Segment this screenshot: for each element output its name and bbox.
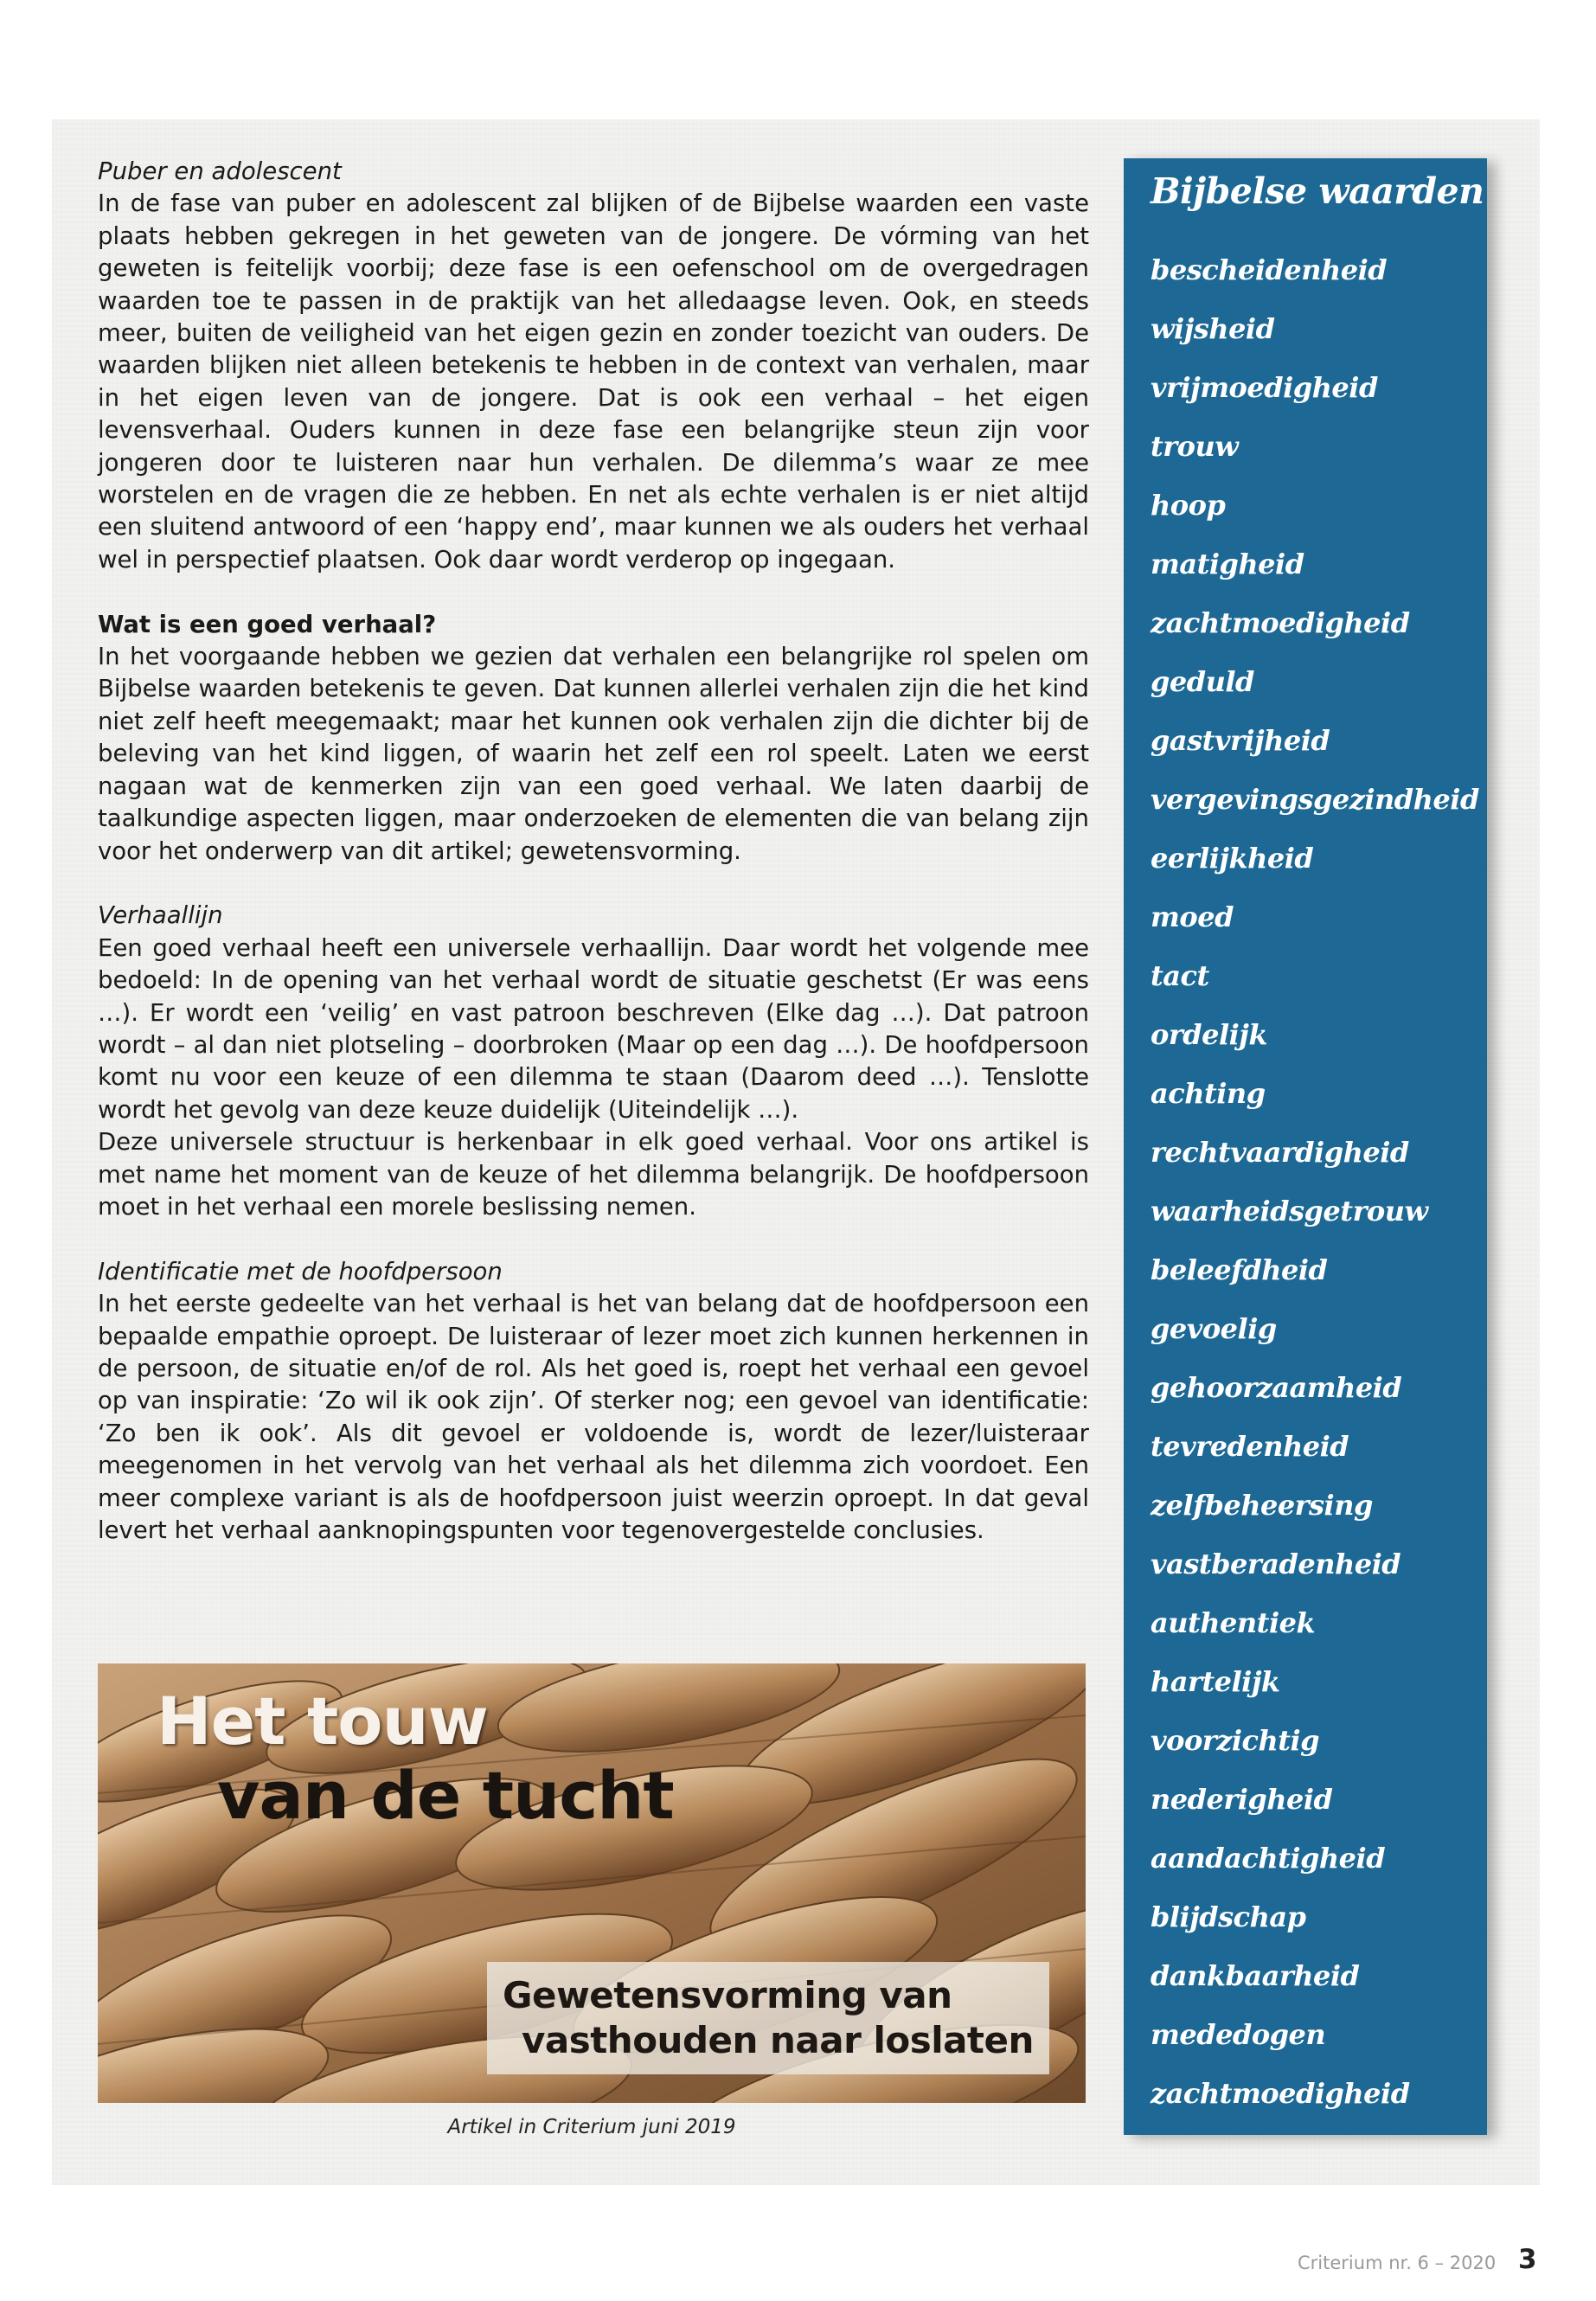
value-item: gastvrijheid xyxy=(1151,724,1330,757)
rope-cover-image xyxy=(98,1663,1086,2103)
value-item: eerlijkheid xyxy=(1151,842,1314,875)
value-item: hoop xyxy=(1151,489,1226,522)
article-column xyxy=(98,156,1089,1547)
value-item: authentiek xyxy=(1151,1606,1316,1639)
value-item: ordelijk xyxy=(1151,1018,1267,1051)
value-item: gehoorzaamheid xyxy=(1151,1371,1402,1404)
paragraph-verhaallijn-1: Een goed verhaal heeft een universele verhaallijn. Daar wordt het volgende mee bedoeld: In de opening van het verhaal wordt de situatie geschetst (Er was eens …). Er wordt een ‘veilig’ en vast patroon beschreven (Elke dag …). Dat patroon wordt – al dan niet plotseling – doorbroken (Maar op een dag …). De hoofdpersoon komt nu voor een keuze of een dilemma te staan (Daarom deed …). Tenslotte wordt het gevolg van deze keuze duidelijk (Uiteindelijk …). xyxy=(98,933,1089,1124)
values-list xyxy=(1151,253,1479,2135)
value-item: aandachtigheid xyxy=(1151,1842,1386,1875)
value-item: vastberadenheid xyxy=(1151,1548,1401,1580)
section-heading-puber: Puber en adolescent xyxy=(98,157,342,185)
section-heading-goed-verhaal: Wat is een goed verhaal? xyxy=(98,610,437,638)
value-item: blijdschap xyxy=(1151,1900,1306,1933)
value-item: mededogen xyxy=(1151,2018,1326,2051)
value-item: geduld xyxy=(1151,665,1254,698)
value-item: nederigheid xyxy=(1151,1783,1333,1816)
image-caption: Artikel in Criterium juni 2019 xyxy=(447,2116,736,2138)
value-item: tact xyxy=(1151,959,1209,992)
value-item: wijsheid xyxy=(1151,312,1275,345)
value-item: achting xyxy=(1151,1077,1266,1110)
value-item: gevoelig xyxy=(1151,1312,1277,1345)
value-item: voorzichtig xyxy=(1151,1724,1320,1757)
image-title-line1: Het touw xyxy=(157,1682,488,1759)
paragraph-identificatie: In het eerste gedeelte van het verhaal is het van belang dat de hoofdpersoon een bepaalde empathie oproept. De luisteraar of lezer moet zich kunnen herkennen in de persoon, de situatie en/of de rol. Als het goed is, roept het verhaal een gevoel op van inspiratie: ‘Zo wil ik ook zijn’. Of sterker nog; een gevoel van identificatie: ‘Zo ben ik ook’. Als dit gevoel er voldoende is, wordt de lezer/luisteraar meegenomen in het vervolg van het verhaal als het dilemma zich voordoet. Een meer complexe variant is als de hoofdpersoon juist weerzin oproept. In dat geval levert het verhaal aanknopingspunten voor tegenovergestelde conclusies. xyxy=(98,1290,1089,1545)
value-item: hartelijk xyxy=(1151,1665,1280,1698)
value-item: rechtvaardigheid xyxy=(1151,1136,1409,1169)
value-item: tevredenheid xyxy=(1151,1430,1349,1463)
sidebar-title: Bijbelse waarden xyxy=(1151,170,1484,212)
image-subtitle-box xyxy=(487,1962,1049,2074)
section-heading-verhaallijn: Verhaallijn xyxy=(98,901,223,930)
value-item: dankbaarheid xyxy=(1151,1959,1360,1992)
value-item: matigheid xyxy=(1151,548,1304,580)
value-item: bescheidenheid xyxy=(1151,253,1388,286)
value-item: zelfbeheersing xyxy=(1151,1489,1373,1522)
image-title-line2: van de tucht xyxy=(217,1757,674,1834)
value-item: vergevingsgezindheid xyxy=(1151,783,1479,816)
value-item: zachtmoedigheid xyxy=(1151,606,1410,639)
page-number: 3 xyxy=(1518,2244,1537,2275)
value-item: waarheidsgetrouw xyxy=(1151,1195,1428,1227)
value-item: zachtmoedigheid xyxy=(1151,2077,1410,2110)
image-subtitle-line2: vasthouden naar loslaten xyxy=(522,2019,1034,2061)
paragraph-puber: In de fase van puber en adolescent zal blijken of de Bijbelse waarden een vaste plaats hebben gekregen in het geweten van de jongere. De vórming van het geweten is feitelijk voorbij; deze fase is een oefenschool om de overgedragen waarden toe te passen in de praktijk van het alledaagse leven. Ook, en steeds meer, buiten de veiligheid van het eigen gezin en zonder toezicht van ouders. De waarden blijken niet alleen betekenis te hebben in de context van verhalen, maar in het eigen leven van de jongere. Dat is ook een verhaal – het eigen levensverhaal. Ouders kunnen in deze fase een belangrijke steun zijn voor jongeren door te luisteren naar hun verhalen. De dilemma’s waar ze mee worstelen en de vragen die ze hebben. En net als echte verhalen is er niet altijd een sluitend antwoord of een ‘happy end’, maar kunnen we als ouders het verhaal wel in perspectief plaatsen. Ook daar wordt verderop op ingegaan. xyxy=(98,189,1089,574)
value-item: vrijmoedigheid xyxy=(1151,371,1378,404)
section-heading-identificatie: Identificatie met de hoofdpersoon xyxy=(98,1257,503,1285)
image-subtitle-line1: Gewetensvorming van xyxy=(503,1974,952,2016)
value-item: moed xyxy=(1151,901,1234,933)
footer-publication: Criterium nr. 6 – 2020 xyxy=(1298,2253,1497,2273)
values-sidebar xyxy=(1124,158,1487,2135)
value-item: beleefdheid xyxy=(1151,1253,1328,1286)
value-item: trouw xyxy=(1151,430,1239,463)
paragraph-verhaallijn-2: Deze universele structuur is herkenbaar in elk goed verhaal. Voor ons artikel is met name het moment van de keuze of het dilemma belangrijk. De hoofdpersoon moet in het verhaal een morele beslissing nemen. xyxy=(98,1128,1089,1221)
paragraph-goed-verhaal: In het voorgaande hebben we gezien dat verhalen een belangrijke rol spelen om Bijbelse waarden betekenis te geven. Dat kunnen allerlei verhalen zijn die het kind niet zelf heeft meegemaakt; maar het kunnen ook verhalen zijn die dichter bij de beleving van het kind liggen, of waarin het zelf een rol speelt. Laten we eerst nagaan wat de kenmerken zijn van een goed verhaal. We laten daarbij de taalkundige aspecten liggen, maar onderzoeken de elementen die van belang zijn voor het onderwerp van dit artikel; gewetensvorming. xyxy=(98,643,1089,865)
